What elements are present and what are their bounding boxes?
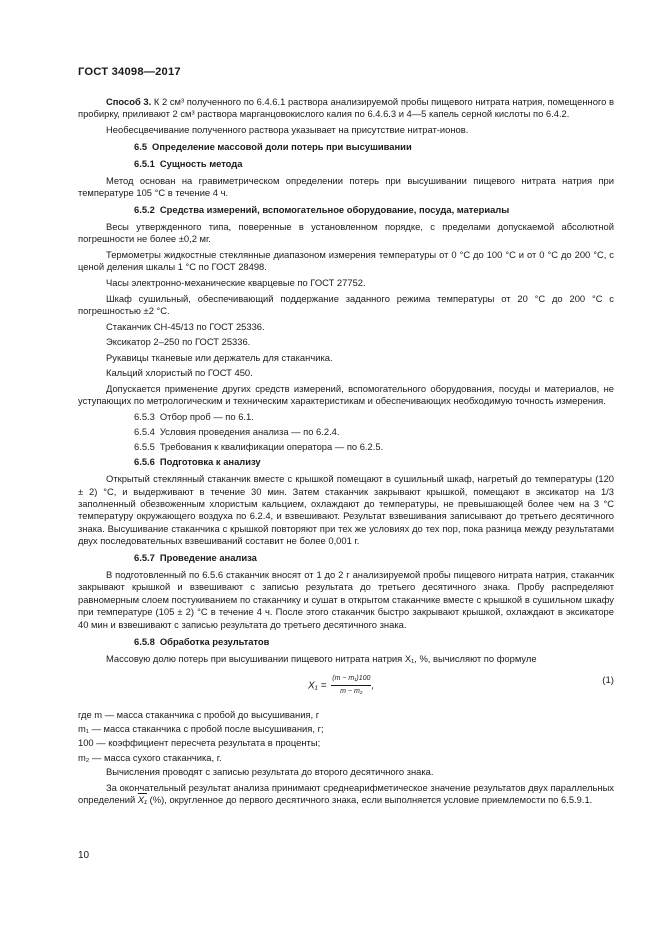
method-3-result: Необесцвечивание полученного раствора указывает на присутствие нитрат-ионов. <box>106 124 469 135</box>
section-title: Средства измерений, вспомогательное оборудование, посуда, материалы <box>159 204 510 216</box>
section-number: 6.5.6 <box>134 456 155 468</box>
final-result-paragraph <box>78 782 614 807</box>
formula-1 <box>308 673 374 699</box>
method-3-paragraph <box>78 96 614 121</box>
section-6-5-2-heading <box>78 204 614 216</box>
reference-text: Отбор проб — по 6.1. <box>159 410 254 422</box>
equipment-item: Весы утвержденного типа, поверенные в установленном порядке, с пределами допускаемой абсолютной погрешности не более ±0,2 мг. <box>78 220 614 245</box>
section-6-5-6-heading <box>78 456 614 468</box>
section-number: 6.5.8 <box>134 635 155 647</box>
method-3-label: Способ 3. <box>106 96 152 107</box>
mean-symbol: X₁ <box>137 793 148 805</box>
variable-definitions <box>78 709 614 764</box>
section-number: 6.5.7 <box>134 552 155 564</box>
section-title: Обработка результатов <box>159 635 270 647</box>
variable-definition: m₁ — масса стаканчика с пробой после высушивания, г; <box>78 723 324 735</box>
section-number: 6.5 <box>134 140 148 152</box>
section-number: 6.5.3 <box>134 410 155 422</box>
page-number: 10 <box>78 850 90 861</box>
final-result-text: За окончательный результат анализа принимают среднеарифметическое значение результатов двух параллельных определений <box>78 781 614 805</box>
formula-numerator: (m − m₁)100 <box>331 673 371 686</box>
section-title: Сущность метода <box>159 157 243 169</box>
formula-lhs: X₁ = <box>308 680 327 692</box>
reference-item <box>78 441 614 453</box>
formula-intro: Массовую долю потерь при высушивании пищевого нитрата натрия X₁, %, вычисляют по формуле <box>106 652 537 664</box>
method-3-text: К 2 см³ полученного по 6.4.6.1 раствора анализируемой пробы пищевого нитрата натрия, помещенного в пробирку, приливают 2 см³ раствора марганцовокислого калия по 6.4.6.3 и 4—5 капель серной кислоты по 6.4.2. <box>78 96 614 120</box>
section-6-5-8-heading <box>78 636 614 648</box>
reference-item <box>78 426 614 438</box>
section-title: Определение массовой доли потерь при высушивании <box>152 140 412 152</box>
formula-denominator: m − m₂ <box>340 688 363 696</box>
document-header: ГОСТ 34098—2017 <box>78 66 181 78</box>
section-6-5-6-text: Открытый стеклянный стаканчик вместе с крышкой помещают в сушильный шкаф, нагретый до температуры (120 ± 2) °С, и выдерживают в течение 30 мин. Затем стаканчик закрывают крышкой, помещают в эксикатор на 1/3 заполненный обезвоженным хлористым кальцием, охлаждают до температуры, не превышающей более чем на 3 °С температуру окружающего воздуха по 6.2.4, и взвешивают. Результат взвешивания записывают до третьего десятичного знака. Высушивание стаканчика с крышкой повторяют при тех же условиях до тех пор, пока разница между результатами двух последовательных взвешиваний составит не более 0,001 г. <box>78 473 614 547</box>
equipment-item: Часы электронно-механические кварцевые по ГОСТ 27752. <box>106 276 366 288</box>
equipment-item: Рукавицы тканевые или держатель для стаканчика. <box>106 351 333 363</box>
reference-text: Условия проведения анализа — по 6.2.4. <box>159 425 340 437</box>
equipment-item: Кальций хлористый по ГОСТ 450. <box>106 367 253 379</box>
section-6-5-1-text: Метод основан на гравиметрическом определении потерь при высушивании пищевого нитрата натрия при температуре 105 °С в течение 4 ч. <box>78 174 614 199</box>
variable-definition: где m — масса стаканчика с пробой до высушивания, г <box>78 708 320 720</box>
equipment-item: Термометры жидкостные стеклянные диапазоном измерения температуры от 0 °С до 100 °С и от 0 °С до 200 °С, с ценой деления шкалы 1 °С по ГОСТ 28498. <box>78 248 614 273</box>
document-body <box>78 96 614 810</box>
section-6-5-7-text: В подготовленный по 6.5.6 стаканчик вносят от 1 до 2 г анализируемой пробы пищевого нитрата натрия, стаканчик закрывают крышкой и взвешивают с записью результата до третьего десятичного знака. Пробу распределяют равномерным слоем постукиванием по стаканчику и сушат в открытом стаканчике вместе с крышкой в сушильном шкафу при температуре (105 ± 2) °С в течение 4 ч. После этого стаканчик быстро закрывают крышкой, охлаждают в эксикаторе 40 мин и взвешивают с записью результата до третьего десятичного знака. <box>78 569 614 630</box>
formula-block <box>78 671 614 697</box>
section-6-5-heading <box>78 141 614 153</box>
equipment-item: Допускается применение других средств измерений, вспомогательного оборудования, посуды и материалов, не уступающих по метрологическим и техническим характеристикам и обеспечивающих необходимую точность измерения. <box>78 382 614 407</box>
reference-item <box>78 411 614 423</box>
final-result-text-end: (%), округленное до первого десятичного знака, если выполняется условие приемлемости по 6.5.9.1. <box>147 793 593 805</box>
equation-number: (1) <box>602 674 614 686</box>
formula-fraction <box>331 673 371 699</box>
reference-list <box>78 411 614 453</box>
calculation-note: Вычисления проводят с записью результата до второго десятичного знака. <box>106 765 434 777</box>
section-6-5-1-heading <box>78 158 614 170</box>
section-title: Проведение анализа <box>159 552 257 564</box>
section-number: 6.5.1 <box>134 157 155 169</box>
section-6-5-7-heading <box>78 552 614 564</box>
variable-definition: m₂ — масса сухого стаканчика, г. <box>78 751 222 763</box>
variable-definition: 100 — коэффициент пересчета результата в проценты; <box>78 737 321 749</box>
section-number: 6.5.2 <box>134 204 155 216</box>
section-number: 6.5.5 <box>134 440 155 452</box>
formula-tail: , <box>371 680 375 692</box>
reference-text: Требования к квалификации оператора — по 6.2.5. <box>159 440 384 452</box>
equipment-item: Эксикатор 2–250 по ГОСТ 25336. <box>106 336 251 348</box>
equipment-item: Шкаф сушильный, обеспечивающий поддержание заданного режима температуры от 20 °С до 200 °С с погрешностью ±2 °С. <box>78 292 614 316</box>
section-number: 6.5.4 <box>134 425 155 437</box>
equipment-item: Стаканчик СН-45/13 по ГОСТ 25336. <box>106 320 265 332</box>
section-title: Подготовка к анализу <box>159 456 261 468</box>
